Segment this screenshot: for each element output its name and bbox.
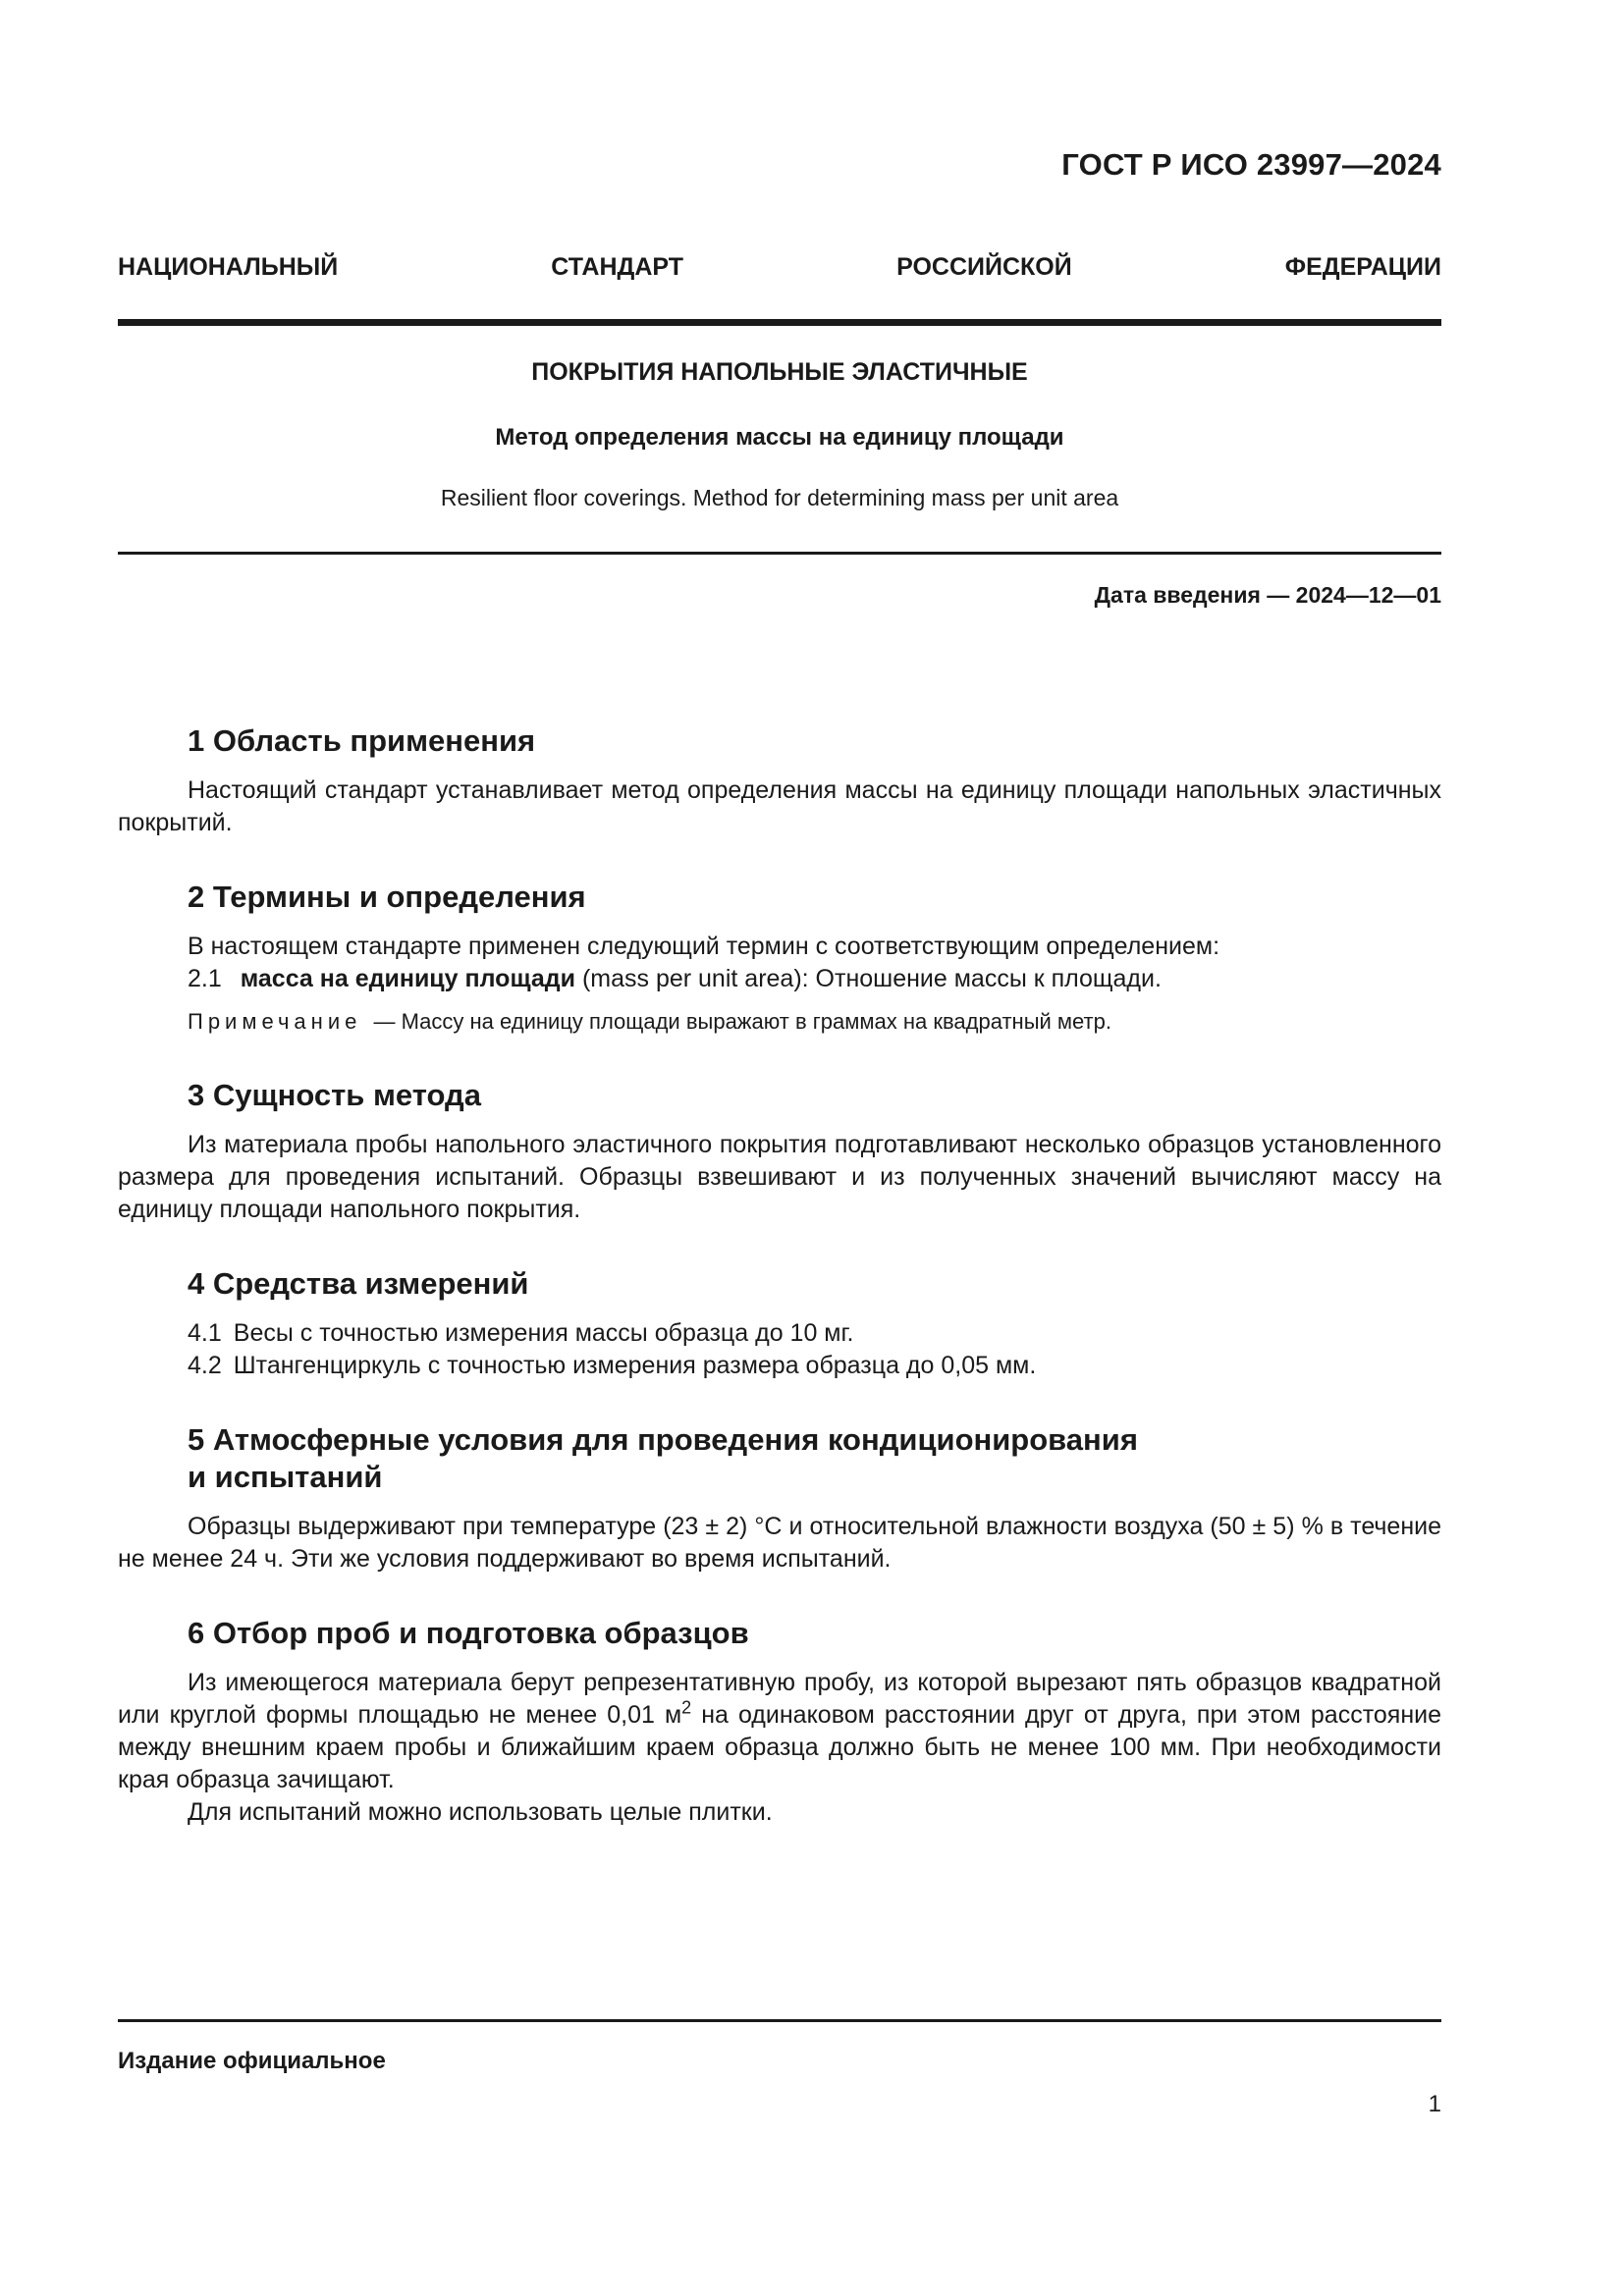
section-1-text: Настоящий стандарт устанавливает метод определения массы на единицу площади напольных эластичных покрытий. <box>118 776 1441 836</box>
list-item <box>118 1317 1441 1350</box>
section-5-text: Образцы выдерживают при температуре (23 ± 2) °С и относительной влажности воздуха (50 ± 5) % в течение не менее 24 ч. Эти же условия поддерживают во время испытаний. <box>118 1513 1441 1573</box>
section-3-text: Из материала пробы напольного эластичного покрытия подготавливают несколько образцов установленного размера для проведения испытаний. Образцы взвешивают и из полученных значений вычисляют массу на единицу площади напольного покрытия. <box>118 1131 1441 1223</box>
superscript: 2 <box>681 1697 692 1718</box>
section-6-text-part2: на одинаковом расстоянии друг от друга, при этом расстояние между внешним краем пробы и ближайшим краем образца должно быть не менее 100 мм. При необходимости края образца зачищают. <box>118 1701 1441 1793</box>
note <box>118 1005 1441 1038</box>
section-6-text <box>118 1667 1441 1796</box>
term-number: 2.1 <box>188 965 222 992</box>
document-body <box>118 722 1441 1829</box>
section-6-text-part1: Из имеющегося материала берут репрезентативную пробу, из которой вырезают пять образцов квадратной или круглой формы площадью не менее 0,01 м <box>118 1669 1441 1729</box>
section-6-heading: 6 Отбор проб и подготовка образцов <box>188 1616 749 1650</box>
document-page <box>118 0 1441 2296</box>
section-5-heading-line2: и испытаний <box>188 1460 383 1494</box>
note-label: Примечание <box>188 1009 362 1034</box>
list-item <box>118 1350 1441 1382</box>
term-definition <box>118 963 1441 995</box>
note-text: — Массу на единицу площади выражают в граммах на квадратный метр. <box>373 1009 1111 1034</box>
section-2-heading: 2 Термины и определения <box>188 880 586 914</box>
term-definition-text: Отношение массы к площади. <box>815 965 1162 992</box>
section-6-text2: Для испытаний можно использовать целые плитки. <box>188 1798 773 1826</box>
section-5-heading-line1: 5 Атмосферные условия для проведения кондиционирования <box>188 1422 1138 1457</box>
section-3-heading: 3 Сущность метода <box>188 1078 481 1112</box>
term-english: (mass per unit area): <box>581 965 809 992</box>
document-title-english: Resilient floor coverings. Method for determining mass per unit area <box>440 485 1119 510</box>
national-standard-banner: НАЦИОНАЛЬНЫЙ СТАНДАРТ РОССИЙСКОЙ ФЕДЕРАЦИИ <box>118 253 1441 281</box>
term-name: масса на единицу площади <box>240 965 575 992</box>
footer-divider <box>118 2019 1441 2022</box>
item-text: Штангенциркуль с точностью измерения размера образца до 0,05 мм. <box>233 1352 1037 1379</box>
item-number: 4.1 <box>188 1319 222 1347</box>
title-divider <box>118 552 1441 555</box>
section-5-heading <box>118 1421 1441 1496</box>
official-edition-label: Издание официальное <box>118 2048 386 2074</box>
document-title: ПОКРЫТИЯ НАПОЛЬНЫЕ ЭЛАСТИЧНЫЕ <box>531 358 1028 386</box>
item-number: 4.2 <box>188 1352 222 1379</box>
section-1-heading: 1 Область применения <box>188 723 536 758</box>
header-divider <box>118 319 1441 326</box>
document-subtitle: Метод определения массы на единицу площади <box>495 424 1064 451</box>
section-2-intro: В настоящем стандарте применен следующий термин с соответствующим определением: <box>188 933 1220 960</box>
item-text: Весы с точностью измерения массы образца до 10 мг. <box>233 1319 854 1347</box>
standard-number: ГОСТ Р ИСО 23997—2024 <box>1061 147 1441 182</box>
date-of-introduction: Дата введения — 2024—12—01 <box>1094 582 1441 608</box>
section-4-heading: 4 Средства измерений <box>188 1266 529 1301</box>
page-number: 1 <box>1428 2091 1441 2117</box>
